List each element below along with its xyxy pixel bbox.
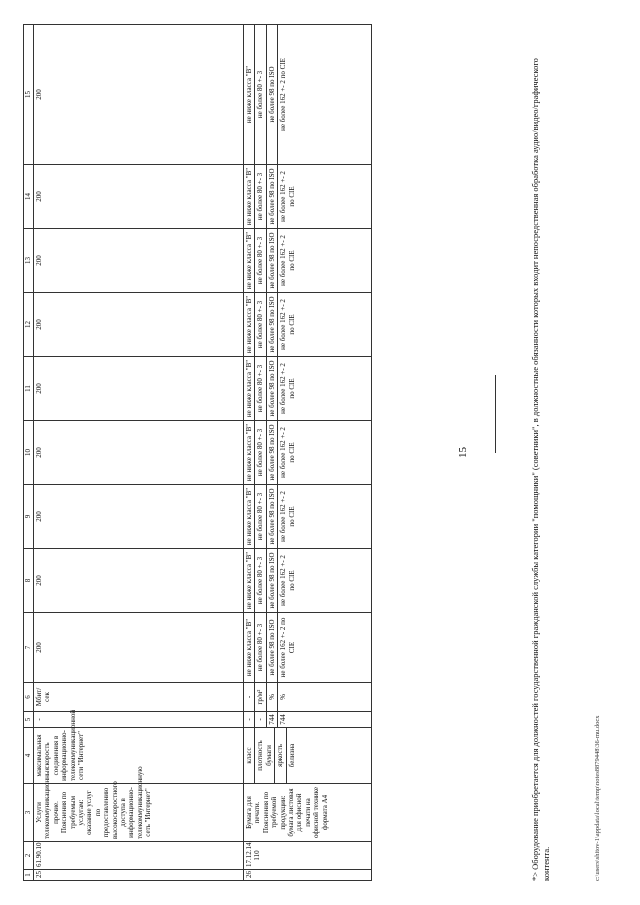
unit: Мбит/сек	[34, 683, 244, 712]
col-header: 14	[24, 165, 34, 229]
value-cell: не более 162 +- 2 по CIE	[277, 485, 297, 548]
value-cell: 200	[34, 293, 244, 357]
value-cell: не ниже класса "В"	[245, 359, 253, 418]
col-header: 13	[24, 229, 34, 293]
value-cell: не более 80 +- 3	[254, 357, 265, 420]
characteristic: яркость	[274, 728, 285, 783]
value-cell: не более 162 +- 2 по CIE	[277, 421, 297, 484]
value-cell: не более 98 по ISO	[266, 229, 277, 292]
value-cell: 200	[34, 229, 244, 293]
value-cell: 200	[34, 485, 244, 549]
value-cell: не ниже класса "В"	[245, 295, 253, 354]
value-cell: не более 162 +- 2 по CIE	[277, 25, 288, 164]
value-cell: не более 80 +- 3	[254, 421, 265, 484]
value-cell: не ниже класса "В"	[245, 231, 253, 290]
unit-stack	[244, 683, 372, 712]
unit: %	[277, 683, 288, 711]
column-number-row	[24, 25, 34, 881]
okei-code: 744	[277, 712, 288, 727]
characteristic: максимальная скорость соединения в информационно-телекоммуникационной сети "Интернет"	[34, 728, 244, 784]
value-cell: не более 162 +- 2 по CIE	[277, 357, 297, 420]
unit: гр/м²	[254, 683, 265, 711]
col-header: 12	[24, 293, 34, 357]
row-number: 25	[34, 870, 244, 881]
okpd-code: 61.90.10	[34, 842, 244, 870]
value-cell: не более 98 по ISO	[266, 357, 277, 420]
value-stack	[244, 549, 372, 613]
col-header: 6	[24, 683, 34, 712]
value-cell: не более 80 +- 3	[254, 485, 265, 548]
value-stack	[244, 357, 372, 421]
okei-code: -	[34, 712, 244, 728]
page-number: 15	[457, 447, 469, 458]
value-cell: не ниже класса "В"	[245, 167, 253, 226]
value-cell: не более 98 по ISO	[266, 485, 277, 548]
value-stack	[244, 229, 372, 293]
value-stack	[244, 293, 372, 357]
okei-code: -	[254, 712, 265, 727]
characteristic: класс	[245, 747, 253, 764]
item-name: Бумага для печати. Пояснения по требуемой продукции: бумага листовая для офисной печати на офисной технике формата А4	[244, 784, 372, 842]
col-header: 8	[24, 549, 34, 613]
unit: %	[266, 683, 277, 711]
value-cell: 200	[34, 549, 244, 613]
col-header: 15	[24, 25, 34, 165]
characteristic: плотность бумаги	[254, 728, 274, 783]
value-cell: не более 80 +- 3	[254, 293, 265, 356]
table-row-26	[244, 25, 372, 881]
okpd-code: 17.12.14, 110	[244, 842, 372, 870]
footnote: *> Оборудование приобретается для должностей государственной гражданской службы категории "помощники" (советники", в должностные обязанности которых входит непосредственная обработка аудио/видео/графического контента.	[530, 58, 552, 881]
value-cell: не ниже класса "В"	[245, 487, 253, 546]
col-header: 10	[24, 421, 34, 485]
col-header: 5	[24, 712, 34, 728]
value-cell: не более 98 по ISO	[266, 549, 277, 612]
characteristics-stack	[244, 728, 372, 784]
okei-code: -	[245, 718, 253, 721]
value-cell: не ниже класса "В"	[245, 423, 253, 482]
value-cell: не более 162 +- 2 по CIE	[277, 165, 297, 228]
col-header: 9	[24, 485, 34, 549]
value-cell: не более 98 по ISO	[266, 613, 277, 682]
value-cell: 200	[34, 357, 244, 421]
col-header: 7	[24, 613, 34, 683]
value-cell: не более 80 +- 3	[254, 25, 265, 164]
value-stack	[244, 165, 372, 229]
value-cell: не более 162 +- 2 по CIE	[277, 549, 297, 612]
unit: -	[245, 695, 253, 699]
okei-stack	[244, 712, 372, 728]
value-cell: не более 80 +- 3	[254, 165, 265, 228]
value-cell: не более 80 +- 3	[254, 549, 265, 612]
value-stack	[244, 25, 372, 165]
value-cell: не более 98 по ISO	[266, 421, 277, 484]
okei-code: 744	[266, 712, 277, 727]
value-stack	[244, 421, 372, 485]
value-cell: не более 80 +- 3	[254, 229, 265, 292]
value-cell: не более 98 по ISO	[266, 293, 277, 356]
col-header: 2	[24, 842, 34, 870]
separator-line	[495, 375, 496, 453]
value-cell: 200	[34, 613, 244, 683]
col-header: 4	[24, 728, 34, 784]
value-cell: 200	[34, 421, 244, 485]
value-cell: не ниже класса "В"	[245, 618, 253, 677]
value-cell: не ниже класса "В"	[245, 551, 253, 610]
col-header: 3	[24, 784, 34, 842]
col-header: 11	[24, 357, 34, 421]
row-number: 26	[244, 870, 372, 881]
value-cell: не более 162 +- 2 по CIE	[277, 229, 297, 292]
file-path: c:\users\shitov-1\appdata\local\temp\notes8879448\36-mu.docx	[594, 715, 601, 881]
table-row-25	[34, 25, 244, 881]
value-stack	[244, 613, 372, 683]
requirements-table	[23, 24, 372, 881]
value-cell: не более 98 по ISO	[266, 25, 277, 164]
value-cell: не более 80 +- 3	[254, 613, 265, 682]
item-name: Услуги телекоммуникационные прочие. Пояснения по требуемым услугам: оказание услуг по предоставлению высокоскоростного доступа в информационно-телекоммуникационную сеть "Интернет"	[34, 784, 244, 842]
value-cell: не более 98 по ISO	[266, 165, 277, 228]
value-stack	[244, 485, 372, 549]
value-cell: 200	[34, 165, 244, 229]
value-cell: не более 162 +- 2 по CIE	[277, 293, 297, 356]
value-cell: не более 162 +- 2 по CIE	[277, 613, 297, 682]
value-cell: не ниже класса "В"	[245, 65, 253, 124]
col-header: 1	[24, 870, 34, 881]
characteristic: белизна	[286, 728, 297, 783]
value-cell: 200	[34, 25, 244, 165]
